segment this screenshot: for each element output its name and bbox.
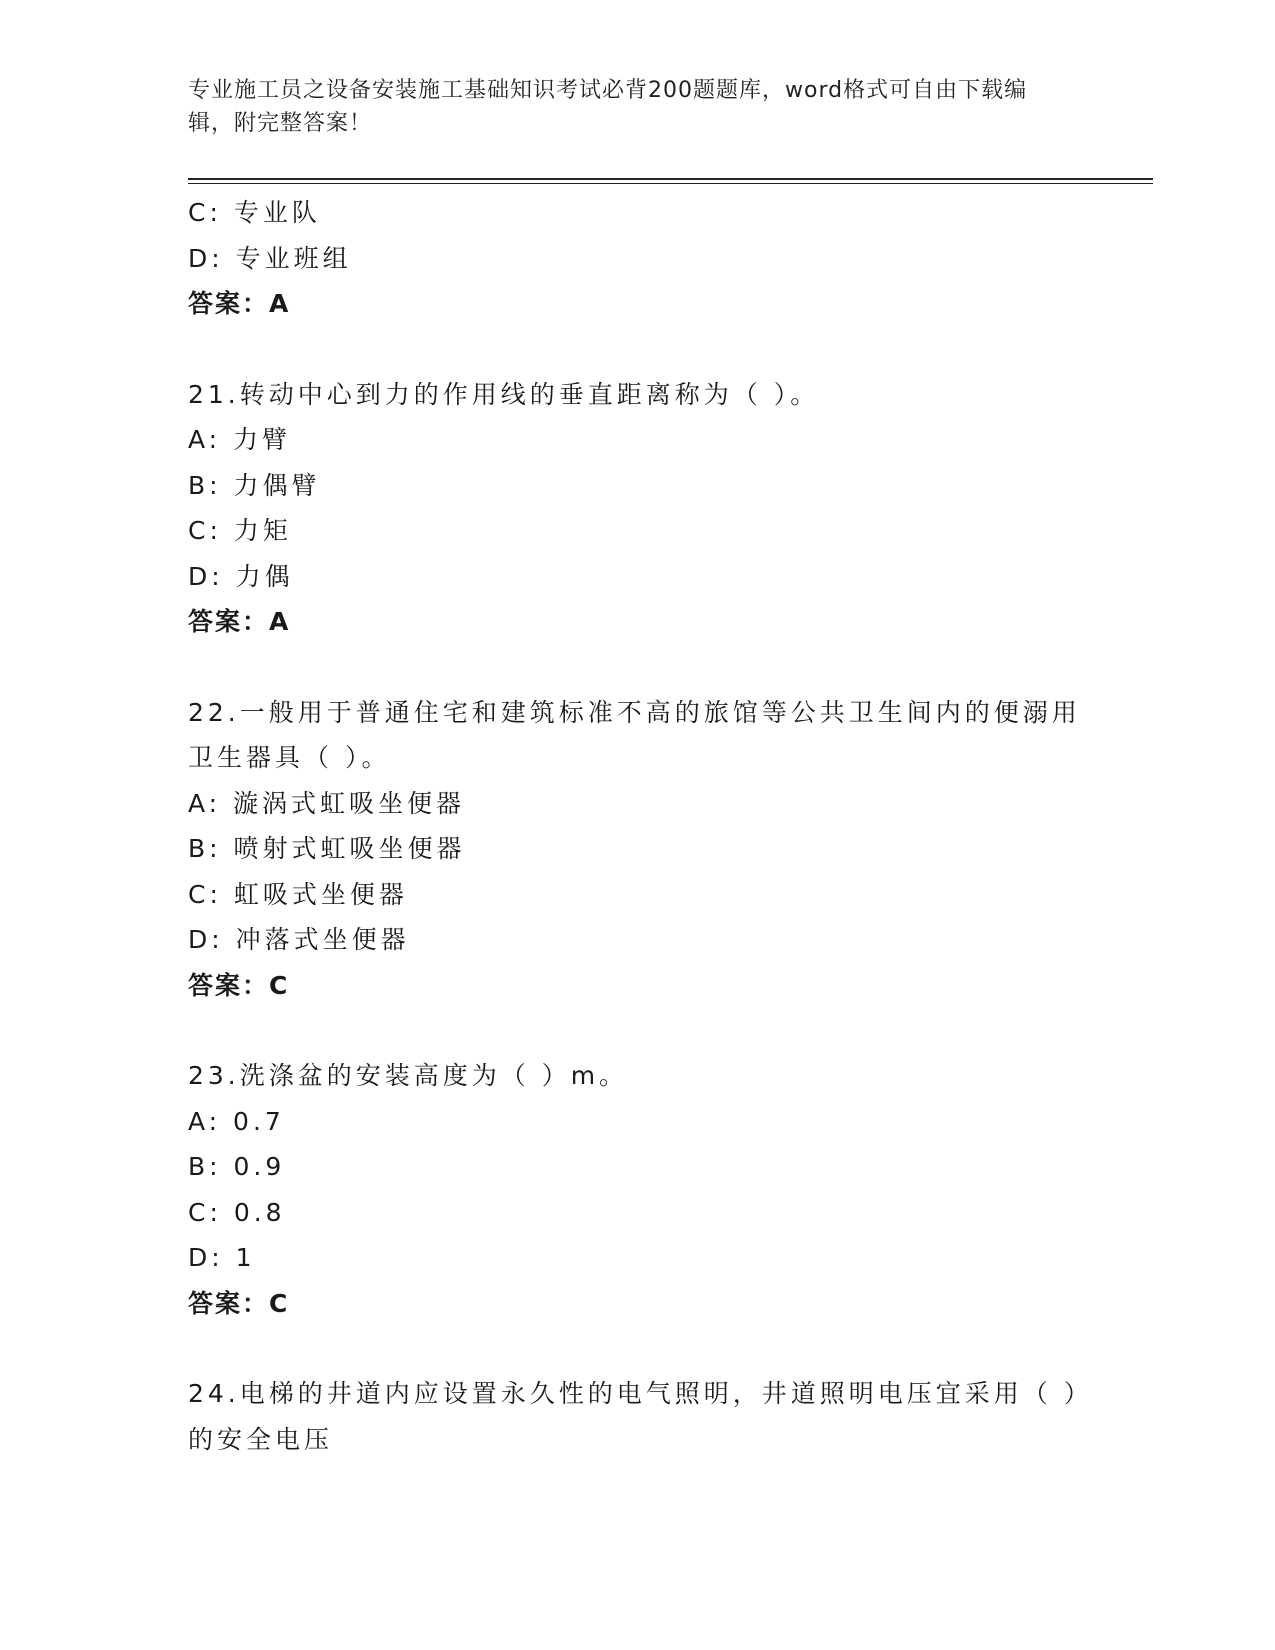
option-b: B: 力偶臂 [188,470,321,500]
header-rule-thick [188,178,1153,180]
option-c: C: 专业队 [188,198,321,227]
question-23 [188,1053,1088,1326]
question-stem: 22.一般用于普通住宅和建筑标准不高的旅馆等公共卫生间内的便溺用卫生器具（ ）。 [188,697,1081,772]
question-24 [188,1371,1088,1462]
question-stem: 21.转动中心到力的作用线的垂直距离称为（ ）。 [188,379,820,409]
question-22 [188,690,1088,1009]
question-stem: 24.电梯的井道内应设置永久性的电气照明，井道照明电压宜采用（ ）的安全电压 [188,1379,1081,1454]
answer-line: 答案：A [188,607,291,636]
option-c: C: 0.8 [188,1197,286,1227]
option-b: B: 喷射式虹吸坐便器 [188,834,466,863]
option-a: A: 力臂 [188,425,292,454]
spacer [188,327,1088,372]
spacer [188,1008,1088,1053]
continued-question [188,190,1088,327]
option-d: D: 专业班组 [188,243,352,273]
option-d: D: 冲落式坐便器 [188,925,410,954]
option-b: B: 0.9 [188,1152,286,1181]
question-stem: 23.洗涤盆的安装高度为（ ）m。 [188,1061,629,1090]
question-21 [188,372,1088,645]
header-rule-thin [188,183,1153,184]
spacer [188,1326,1088,1371]
option-d: D: 1 [188,1243,256,1272]
option-c: C: 虹吸式坐便器 [188,879,408,909]
answer-line: 答案：C [188,1288,290,1318]
answer-line: 答案：A [188,289,291,318]
option-d: D: 力偶 [188,561,294,591]
document-header: 专业施工员之设备安装施工基础知识考试必背200题题库，word格式可自由下载编辑，附完整答案！ [188,78,1028,136]
option-c: C: 力矩 [188,516,292,545]
option-a: A: 0.7 [188,1106,285,1136]
answer-line: 答案：C [188,970,290,1000]
question-content [188,190,1088,1462]
spacer [188,645,1088,690]
option-a: A: 漩涡式虹吸坐便器 [188,788,466,818]
